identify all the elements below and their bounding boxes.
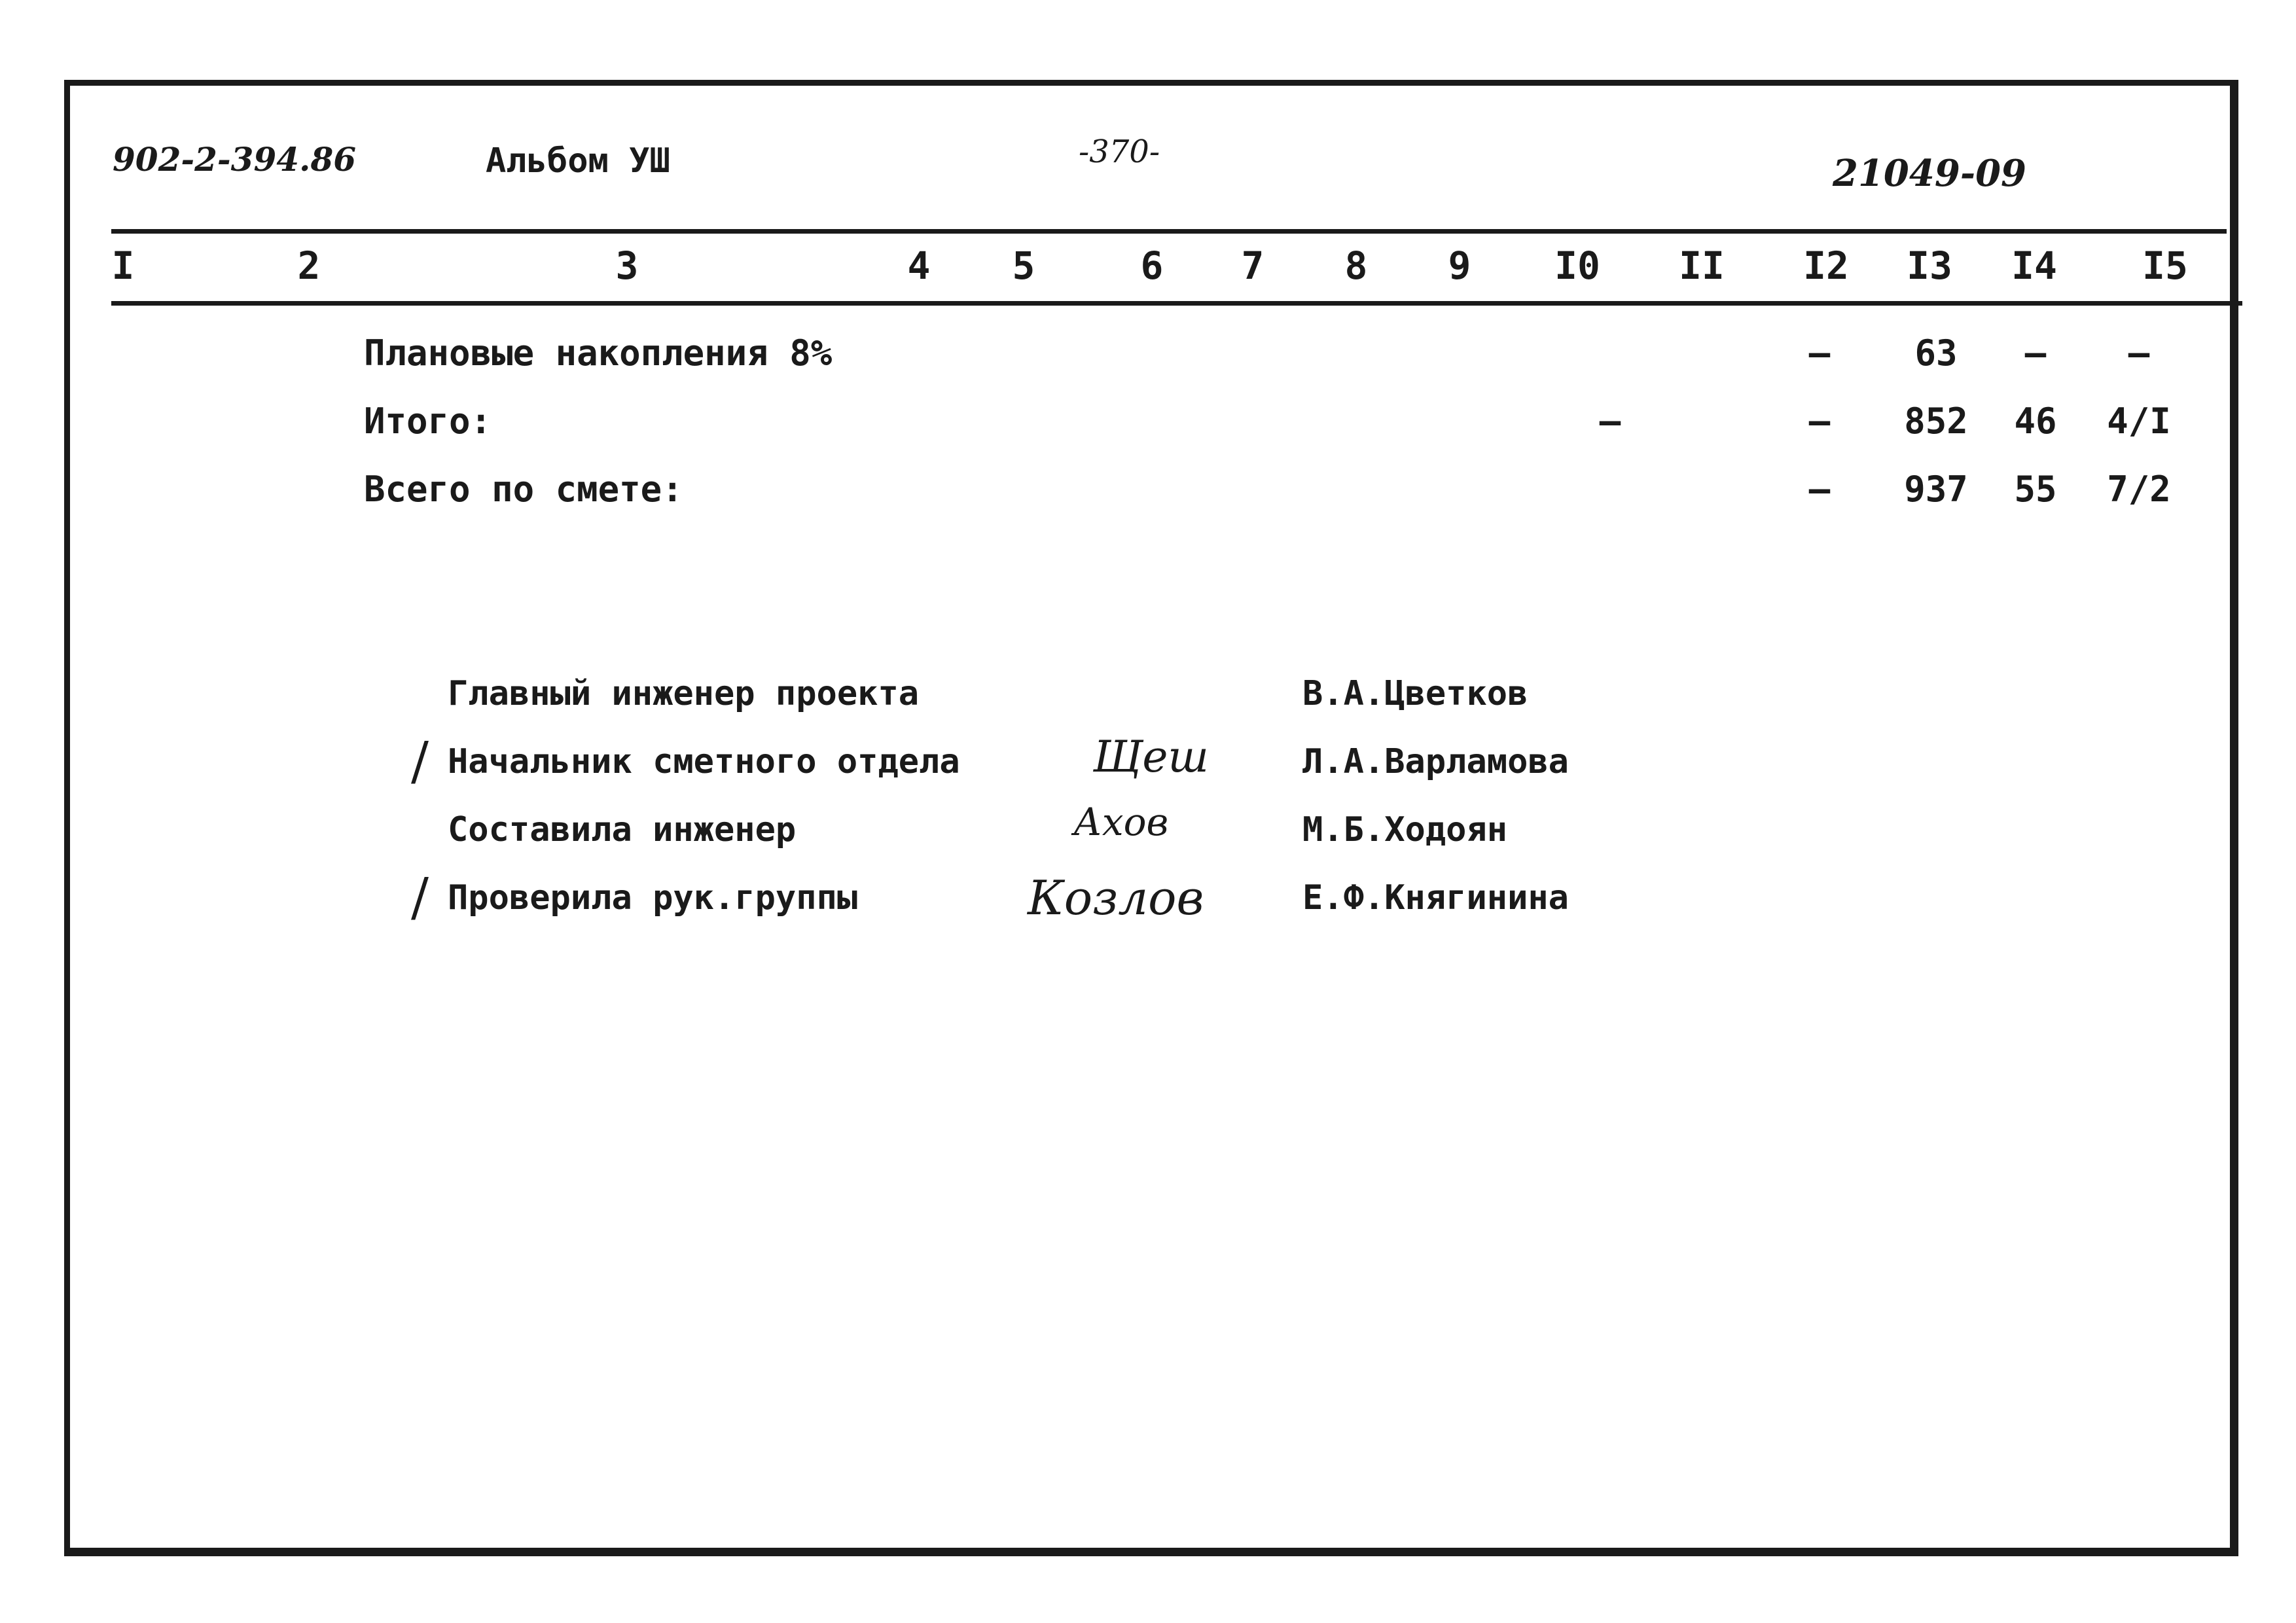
header-rule-bottom [111, 301, 2242, 306]
signatory-name: М.Б.Ходоян [1302, 810, 1508, 849]
column-header: 2 [297, 243, 321, 288]
column-header: 3 [615, 243, 639, 288]
signatory-title: Проверила рук.группы [448, 878, 858, 918]
column-header: I3 [1907, 243, 1952, 288]
cell-col12: – [1808, 401, 1831, 442]
document-code: 902-2-394.86 [113, 140, 357, 179]
column-header: 6 [1140, 243, 1164, 288]
signatory-name: Е.Ф.Княгинина [1302, 878, 1569, 918]
signatory-title: Начальник сметного отдела [448, 742, 960, 781]
column-header: I [111, 243, 135, 288]
check-mark: / [411, 730, 429, 791]
signatory-title: Главный инженер проекта [448, 674, 920, 713]
signatory-name: В.А.Цветков [1302, 674, 1528, 713]
cell-col12: – [1808, 469, 1831, 510]
cell-col10: – [1599, 401, 1621, 442]
column-header: I0 [1554, 243, 1600, 288]
row-label: Всего по смете: [364, 469, 683, 510]
cell-col15: – [2128, 332, 2150, 374]
archive-number: 21049-09 [1833, 152, 2026, 195]
column-header: 8 [1344, 243, 1368, 288]
album-label: Альбом УШ [486, 141, 670, 181]
column-header: II [1679, 243, 1725, 288]
cell-col13: 937 [1904, 469, 1968, 510]
cell-col14: – [2024, 332, 2047, 374]
row-label: Итого: [364, 401, 492, 442]
page-number: -370- [1079, 134, 1160, 170]
cell-col13: 63 [1914, 332, 1958, 374]
check-mark: / [411, 866, 429, 927]
handwritten-signature: Козлов [1028, 870, 1204, 925]
cell-col12: – [1808, 332, 1831, 374]
header-rule-top [111, 229, 2227, 234]
signatory-name: Л.А.Варламова [1302, 742, 1569, 781]
handwritten-signature: Ахов [1073, 800, 1169, 844]
cell-col15: 4/I [2107, 401, 2171, 442]
row-label: Плановые накопления 8% [364, 332, 833, 374]
column-header: 5 [1012, 243, 1035, 288]
cell-col14: 46 [2014, 401, 2057, 442]
column-header: I2 [1803, 243, 1849, 288]
cell-col13: 852 [1904, 401, 1968, 442]
cell-col14: 55 [2014, 469, 2057, 510]
column-header: 4 [907, 243, 931, 288]
handwritten-signature: Щеш [1093, 732, 1209, 782]
column-header: 7 [1241, 243, 1265, 288]
column-header: 9 [1448, 243, 1471, 288]
signatory-title: Составила инженер [448, 810, 797, 849]
cell-col15: 7/2 [2107, 469, 2171, 510]
column-header: I5 [2142, 243, 2188, 288]
column-header: I4 [2011, 243, 2057, 288]
